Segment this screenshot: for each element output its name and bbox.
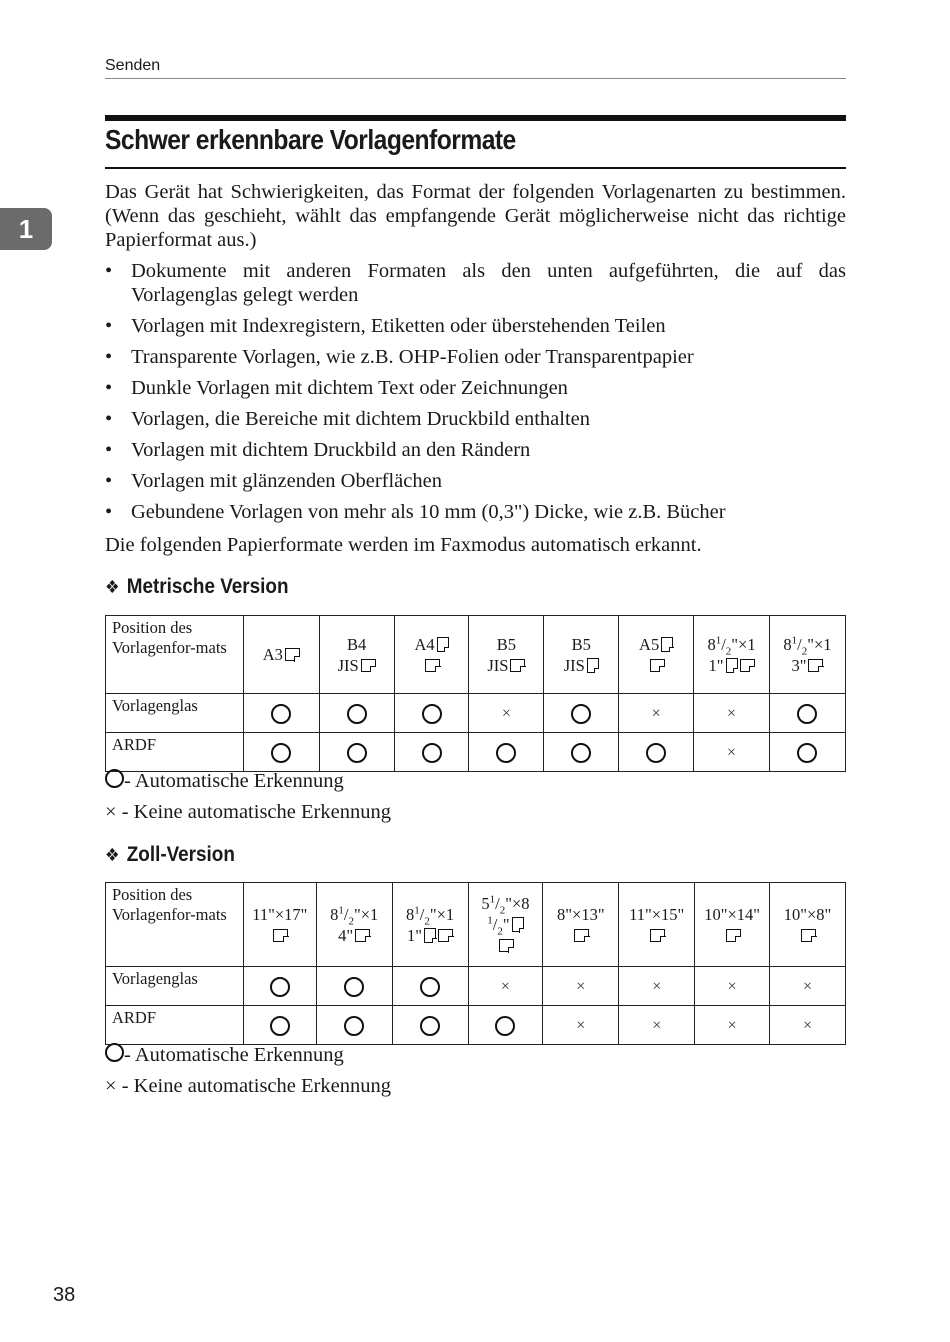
header-11x17: 11"×17" [243,883,316,967]
detection-cell [243,1006,316,1045]
cross-icon: × [576,1016,586,1034]
landscape-orientation-icon [801,929,816,942]
list-item: • Dokumente mit anderen Formaten als den unten aufgeführten, die auf das Vorlagenglas gelegt werden [105,259,846,307]
section-heading-metric [105,575,289,599]
detection-cell [319,733,394,772]
circle-icon [270,977,290,997]
section-heading-label: Zoll-Version [126,843,235,866]
detection-cell [316,1006,392,1045]
diamond-icon: ❖ [105,845,120,865]
row-label: Vorlagenglas [106,967,244,1006]
section-heading-inch [105,843,235,867]
header-b5-jis-portrait: B5 JIS [544,616,619,694]
circle-icon [496,743,516,763]
detection-cell [468,967,543,1006]
list-item: • Vorlagen mit Indexregistern, Etiketten oder überstehenden Teilen [105,314,846,338]
row-label: ARDF [106,733,244,772]
landscape-orientation-icon [650,929,665,942]
detection-cell [544,733,619,772]
landscape-orientation-icon [273,929,288,942]
detection-cell [543,1006,619,1045]
header-a4: A4 [394,616,469,694]
landscape-orientation-icon [808,659,823,672]
table-row [106,694,846,733]
header-8x13: 8"×13" [543,883,619,967]
circle-icon [646,743,666,763]
circle-icon [797,704,817,724]
circle-icon [270,1016,290,1036]
circle-icon [571,704,591,724]
detection-cell [392,967,468,1006]
header-8-5x11: $8^1/_2"\times 1$ 1" [392,883,468,967]
header-legal-13: $8^1/_2"\times 1$ 3" [769,616,845,694]
circle-icon [571,743,591,763]
cross-icon: × [726,704,737,722]
landscape-orientation-icon [361,659,376,672]
header-10x8: 10"×8" [770,883,846,967]
landscape-orientation-icon [438,929,453,942]
detection-cell [243,967,316,1006]
detection-cell [770,1006,846,1045]
row-header-label: Position des Vorlagenfor-mats [106,883,244,967]
table-header-row [106,883,846,967]
inch-format-table [105,882,846,1045]
table-row [106,1006,846,1045]
portrait-orientation-icon [424,928,436,943]
portrait-orientation-icon [587,658,599,673]
detection-cell [468,1006,543,1045]
auto-detect-paragraph: Die folgenden Papierformate werden im Faxmodus automatisch erkannt. [105,534,702,556]
cross-icon: × [651,704,661,722]
list-item: • Transparente Vorlagen, wie z.B. OHP-Folien oder Transparentpapier [105,345,846,369]
cross-icon: × [105,801,117,823]
detection-cell [694,733,770,772]
diamond-icon: ❖ [105,577,120,597]
detection-cell [619,1006,695,1045]
circle-icon [422,704,442,724]
table-header-row [106,616,846,694]
circle-icon [344,977,364,997]
title-bar [105,115,846,121]
intro-paragraph: Das Gerät hat Schwierigkeiten, das Format der folgenden Vorlagenarten zu bestimmen. (Wenn das geschieht, wählt das empfangende Gerät möglicherweise nicht das richtige Papierformat aus.) [105,181,846,251]
cross-icon: × [727,977,737,995]
cross-icon: × [501,704,511,722]
detection-cell [769,694,845,733]
chapter-tab: 1 [0,208,52,250]
landscape-orientation-icon [740,659,755,672]
table-row [106,733,846,772]
detection-cell [694,694,770,733]
header-a5: A5 [619,616,694,694]
landscape-orientation-icon [425,659,440,672]
detection-cell [619,694,694,733]
list-item: • Vorlagen, die Bereiche mit dichtem Druckbild enthalten [105,407,846,431]
detection-cell [394,733,469,772]
circle-icon [271,743,291,763]
detection-cell [319,694,394,733]
detection-cell [619,967,695,1006]
header-5-5x8-5: $5^1/_2"\times 8$ $^1/_2$" [468,883,543,967]
circle-icon [422,743,442,763]
list-item: • Vorlagen mit glänzenden Oberflächen [105,469,846,493]
running-head: Senden [105,57,161,74]
detection-cell [469,733,544,772]
list-item: • Dunkle Vorlagen mit dichtem Text oder Zeichnungen [105,376,846,400]
circle-icon [420,1016,440,1036]
header-letter-11: $8^1/_2"\times 1$ 1" [694,616,770,694]
landscape-orientation-icon [499,939,514,952]
header-b5-jis-landscape: B5 JIS [469,616,544,694]
detection-cell [544,694,619,733]
portrait-orientation-icon [512,917,524,932]
detection-cell [469,694,544,733]
circle-icon [271,704,291,724]
circle-icon [347,704,367,724]
list-item: • Vorlagen mit dichtem Druckbild an den Rändern [105,438,846,462]
detection-cell [770,967,846,1006]
cross-icon: × [727,1016,737,1034]
detection-cell [695,1006,770,1045]
detection-cell [392,1006,468,1045]
cross-icon: × [803,1016,813,1034]
metric-format-table [105,615,846,772]
cross-icon: × [652,977,662,995]
circle-icon [420,977,440,997]
cross-icon: × [500,977,510,995]
row-header-label: Position des Vorlagenfor-mats [106,616,244,694]
landscape-orientation-icon [285,648,300,661]
cross-icon: × [576,977,586,995]
detection-cell [243,694,319,733]
header-8-5x14: $8^1/_2"\times 1$ 4" [316,883,392,967]
landscape-orientation-icon [650,659,665,672]
running-head-rule [105,78,846,79]
title-rule [105,167,846,169]
page-number: 38 [53,1284,76,1306]
cross-icon: × [105,1075,117,1097]
legend-auto: - Automatische Erkennung [105,769,344,793]
row-label: ARDF [106,1006,244,1045]
legend-auto: - Automatische Erkennung [105,1043,344,1067]
header-10x14: 10"×14" [695,883,770,967]
detection-cell [619,733,694,772]
portrait-orientation-icon [437,637,449,652]
legend-no-auto: × - Keine automatische Erkennung [105,801,391,823]
cross-icon: × [652,1016,662,1034]
landscape-orientation-icon [574,929,589,942]
circle-icon [797,743,817,763]
bullet-list [105,259,846,531]
portrait-orientation-icon [661,637,673,652]
header-a3: A3 [243,616,319,694]
detection-cell [394,694,469,733]
circle-icon [495,1016,515,1036]
row-label: Vorlagenglas [106,694,244,733]
table-row [106,967,846,1006]
detection-cell [243,733,319,772]
circle-icon [347,743,367,763]
cross-icon: × [803,977,813,995]
header-b4-jis: B4 JIS [319,616,394,694]
landscape-orientation-icon [726,929,741,942]
header-11x15: 11"×15" [619,883,695,967]
cross-icon: × [726,743,737,761]
detection-cell [316,967,392,1006]
detection-cell [695,967,770,1006]
circle-icon [105,1043,124,1062]
detection-cell [543,967,619,1006]
section-heading-label: Metrische Version [126,575,289,598]
portrait-orientation-icon [726,658,738,673]
circle-icon [344,1016,364,1036]
page-title: Schwer erkennbare Vorlagenformate [105,124,516,155]
detection-cell [769,733,845,772]
circle-icon [105,769,124,788]
landscape-orientation-icon [355,929,370,942]
legend-no-auto: × - Keine automatische Erkennung [105,1075,391,1097]
list-item: • Gebundene Vorlagen von mehr als 10 mm (0,3") Dicke, wie z.B. Bücher [105,500,846,524]
landscape-orientation-icon [510,659,525,672]
